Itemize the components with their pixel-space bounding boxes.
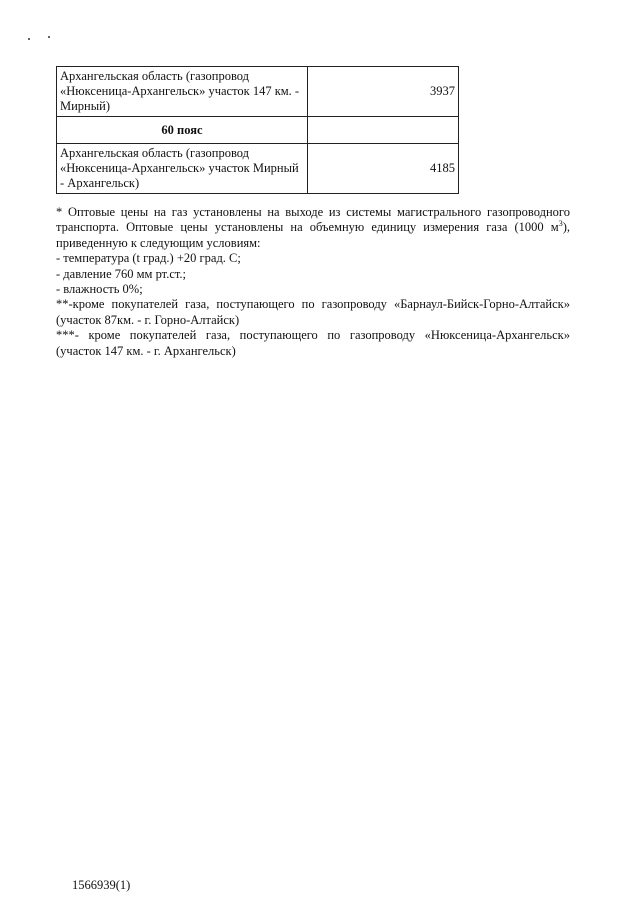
- zone-label-cell: 60 пояс: [57, 117, 308, 144]
- table-row: [57, 67, 459, 117]
- scan-speck: [48, 36, 50, 38]
- region-line: Архангельская область (газопровод: [60, 69, 250, 83]
- region-line: - Архангельск): [60, 176, 140, 190]
- footnote-text: транспорта. Оптовые цены установлены на объемную единицу измерения газа (1000 м: [56, 220, 559, 235]
- footnote-line: приведенную к следующим условиям:: [56, 235, 261, 250]
- footnote-line: - давление 760 мм рт.ст.;: [56, 266, 186, 281]
- document-code: 1566939(1): [72, 878, 131, 892]
- footnote-line: * Оптовые цены на газ установлены на выходе из системы магистрального газопроводного: [56, 205, 570, 219]
- price-cell: 4185: [308, 144, 459, 194]
- superscript-exponent: 3: [558, 219, 563, 229]
- footnote-line: **-кроме покупателей газа, поступающего по газопроводу «Барнаул-Бийск-Горно-Алтайск»: [56, 297, 570, 312]
- footnote-line: ***- кроме покупателей газа, поступающего по газопроводу «Нюксеница-Архангельск»: [56, 328, 570, 343]
- footnote-line: (участок 87км. - г. Горно-Алтайск): [56, 312, 240, 327]
- region-line: Архангельская область (газопровод: [60, 146, 250, 160]
- footnotes: [56, 205, 570, 359]
- footnote-line: - температура (t град.) +20 град. С;: [56, 251, 241, 266]
- footnote-line: (участок 147 км. - г. Архангельск): [56, 343, 236, 358]
- region-line: Мирный): [60, 99, 110, 113]
- region-line: «Нюксеница-Архангельск» участок 147 км. -: [60, 84, 300, 98]
- zone-row: [57, 117, 459, 144]
- price-cell: 3937: [308, 67, 459, 117]
- footnote-line: [56, 220, 570, 235]
- zone-empty-cell: [308, 117, 459, 144]
- footnote-text: ),: [562, 220, 570, 235]
- tariff-table: [56, 66, 459, 194]
- scan-speck: [28, 38, 30, 40]
- region-line: «Нюксеница-Архангельск» участок Мирный: [60, 161, 299, 175]
- footnote-line: - влажность 0%;: [56, 282, 143, 297]
- region-cell: [57, 67, 308, 117]
- table-row: [57, 144, 459, 194]
- region-cell: [57, 144, 308, 194]
